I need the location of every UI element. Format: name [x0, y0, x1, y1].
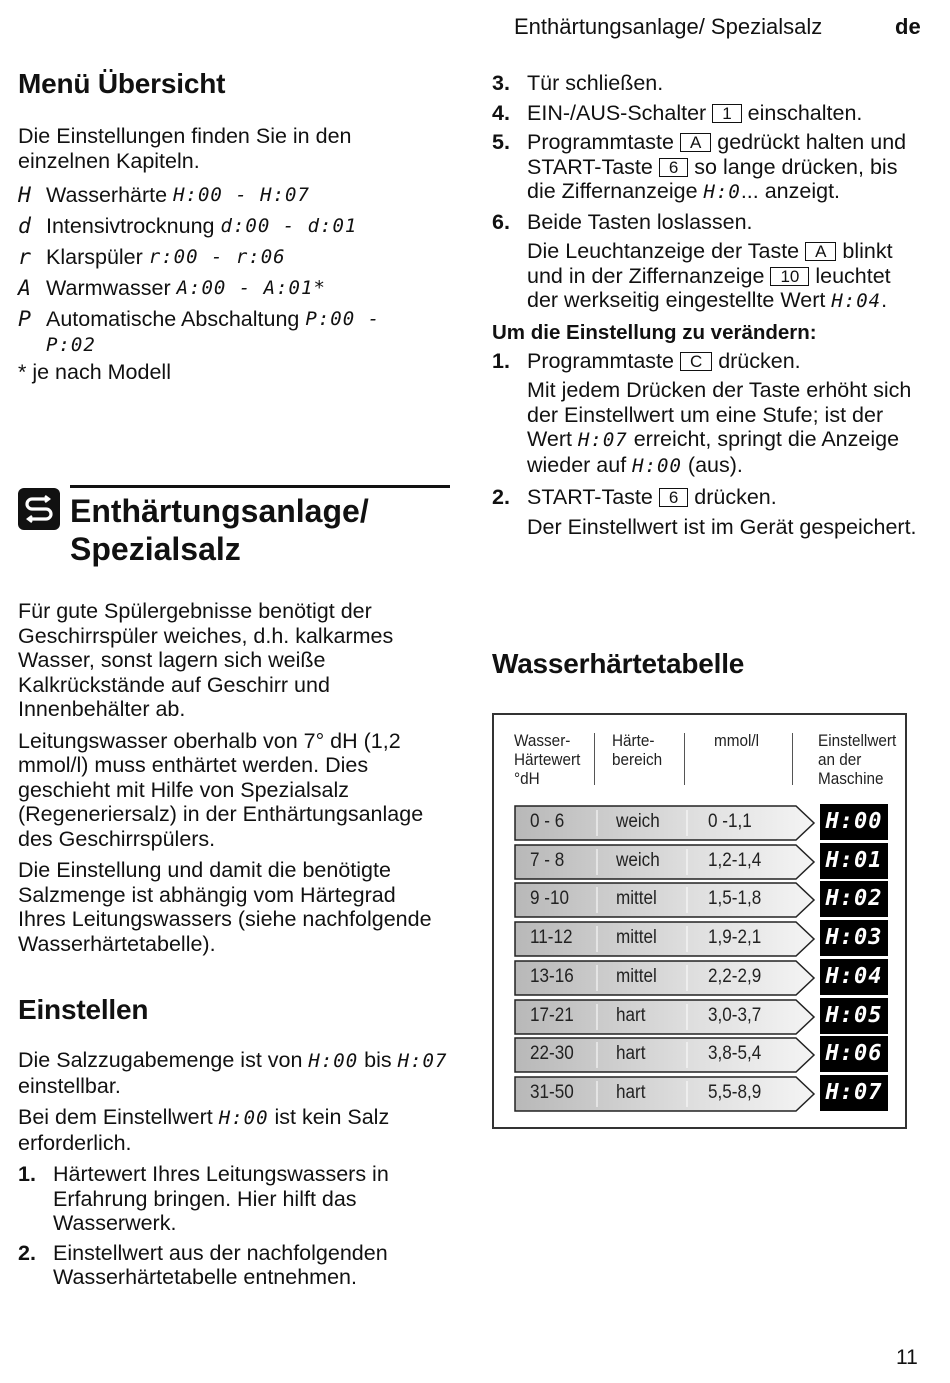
cell-mmol: 5,5-8,9 [708, 1081, 762, 1103]
key-box: 6 [659, 158, 688, 177]
cell-mmol: 3,8-5,4 [708, 1043, 762, 1065]
table-row [514, 844, 816, 878]
col-header-dh [514, 731, 580, 788]
step-text [527, 485, 777, 510]
header-line: bereich [612, 750, 663, 769]
table-row [514, 960, 816, 994]
text: einschalten. [741, 100, 863, 125]
cell-dh: 22-30 [530, 1043, 574, 1065]
menu-label: Warmwasser [46, 276, 171, 300]
menu-intro: Die Einstellungen finden Sie in den einzelnen Kapiteln. [18, 124, 352, 173]
cell-range: weich [616, 811, 660, 832]
setting-display: H:00 [820, 804, 888, 840]
cell-mmol: 1,2-1,4 [708, 849, 762, 871]
cell-mmol: 2,2-2,9 [708, 965, 762, 987]
text: Programmtaste [527, 348, 680, 373]
text: bis [358, 1048, 398, 1072]
setting-display: H:05 [820, 998, 888, 1034]
cell-range: mittel [616, 888, 657, 910]
header-line: mmol/l [714, 731, 760, 750]
hardness-table [492, 713, 907, 1129]
menu-range: A:00 - A:01* [176, 277, 326, 299]
menu-range: P:00 - [305, 308, 381, 330]
text: erreicht, springt die Anzeige wieder auf [527, 427, 900, 477]
step-text: Härtewert Ihres Leitungswassers in Erfahrung bringen. Hier hilft das Wasserwerk. [53, 1162, 389, 1235]
menu-range: H:00 - H:07 [173, 184, 310, 206]
step-number: 2. [492, 485, 510, 509]
cell-range: weich [616, 849, 660, 871]
menu-item-hardness [18, 180, 448, 211]
cell-dh: 7 - 8 [530, 849, 565, 871]
setting-display: H:07 [820, 1075, 888, 1111]
step-number: 4. [492, 100, 510, 125]
menu-overview [18, 68, 448, 385]
menu-range: P:02 [46, 334, 96, 356]
text: drücken. [688, 485, 777, 509]
key-box: 1 [712, 104, 741, 123]
text: drücken. [712, 348, 801, 373]
step [18, 1241, 448, 1290]
header-divider [792, 733, 793, 785]
text: ... anzeigt. [740, 179, 841, 203]
key-box: A [805, 242, 836, 261]
text: Mit jedem Drücken der Taste erhöht sich der Einstellwert um eine Stufe; ist der Wert [527, 378, 912, 451]
section-title-line1: Enthärtungsanlage/ [70, 493, 369, 529]
step [492, 210, 922, 235]
change-heading: Um die Einstellung zu verändern: [492, 320, 817, 344]
text: leuchtet der werkseitig eingestellte Wert [527, 263, 891, 312]
table-row [514, 805, 816, 839]
menu-item-warmwater [18, 273, 448, 304]
menu-item-drying [18, 211, 448, 242]
setting-display: H:01 [820, 843, 888, 879]
table-heading-text: Wasserhärtetabelle [492, 648, 745, 679]
menu-key: A [18, 276, 31, 301]
cell-range: hart [616, 1043, 646, 1065]
cell-range: mittel [616, 965, 657, 987]
col-header-setting [818, 731, 896, 788]
menu-key: H [18, 183, 31, 208]
table-row [514, 921, 816, 955]
text: Die Leuchtanzeige der Taste [527, 239, 806, 263]
menu-item-autooff [18, 304, 448, 335]
cell-dh: 0 - 6 [530, 811, 565, 832]
paragraph [18, 1105, 448, 1155]
setting-display: H:06 [820, 1036, 888, 1072]
header-divider [684, 733, 685, 785]
setting-display: H:02 [820, 881, 888, 917]
step-number: 5. [492, 130, 510, 154]
display-code: H:00 [308, 1050, 359, 1072]
text: START-Taste [527, 485, 659, 509]
step-number: 1. [492, 348, 510, 373]
menu-range: d:00 - d:01 [220, 215, 358, 237]
section-rule [70, 485, 450, 488]
menu-item-rinse [18, 242, 448, 273]
paragraph: Der Einstellwert ist im Gerät gespeichert. [527, 514, 917, 539]
text: blinkt und in der Ziffernanzeige [527, 239, 893, 288]
cell-range: hart [616, 1081, 646, 1103]
menu-range: r:00 - r:06 [148, 246, 286, 268]
text: gedrückt halten und START-Taste [527, 130, 907, 179]
paragraph: Für gute Spülergebnisse benötigt der Geschirrspüler weiches, d.h. kalkarmes Wasser, sonst lagern sich weiße Kalkrückstände auf Geschirr und Innenbehälter ab. [18, 599, 394, 721]
cell-mmol: 1,9-2,1 [708, 927, 762, 949]
header-line: Wasser- [514, 731, 571, 750]
text: (aus). [681, 452, 743, 477]
menu-heading: Menü Übersicht [18, 68, 226, 99]
step [492, 130, 922, 205]
key-box: C [680, 352, 712, 371]
table-heading [492, 648, 744, 680]
menu-footnote: * je nach Modell [18, 360, 171, 384]
salt-s-icon [18, 488, 60, 530]
step [492, 349, 922, 374]
header-line: Härte- [612, 731, 655, 750]
table-row [514, 882, 816, 916]
display-code: H:00 [632, 454, 682, 477]
step-text [527, 130, 922, 205]
cell-dh: 11-12 [530, 927, 573, 949]
cell-range: hart [616, 1004, 646, 1026]
step-number: 1. [18, 1162, 36, 1186]
step-number: 6. [492, 209, 510, 234]
setting-display: H:04 [820, 959, 888, 995]
section-title [70, 492, 369, 568]
cell-dh: 13-16 [530, 965, 574, 987]
step-number: 3. [492, 71, 510, 95]
header-line: an der [818, 750, 862, 769]
right-column [492, 71, 922, 546]
table-row [514, 1037, 816, 1071]
text: Programmtaste [527, 130, 680, 154]
col-header-mmol [714, 731, 759, 750]
menu-key: d [18, 214, 31, 239]
key-box: 10 [770, 267, 809, 286]
step-text [527, 349, 801, 374]
section-title-line2: Spezialsalz [70, 531, 241, 567]
menu-key: r [18, 245, 31, 270]
cell-dh: 17-21 [530, 1004, 574, 1026]
step-number: 2. [18, 1240, 36, 1265]
text: so lange drücken, bis die Ziffernanzeige [527, 154, 898, 203]
text: ist kein Salz erforderlich. [18, 1105, 390, 1155]
key-box: A [680, 133, 711, 152]
menu-label: Automatische Abschaltung [46, 307, 300, 331]
paragraph [492, 378, 922, 478]
header-line: Maschine [818, 769, 884, 788]
cell-mmol: 3,0-3,7 [708, 1004, 762, 1026]
menu-item-autooff-cont [18, 335, 448, 355]
menu-label: Klarspüler [46, 245, 143, 269]
text: Bei dem Einstellwert [18, 1105, 219, 1129]
paragraph [492, 239, 922, 314]
cell-dh: 31-50 [530, 1081, 574, 1103]
menu-key: P [18, 307, 31, 332]
header-divider [594, 733, 595, 785]
section-body [18, 599, 448, 963]
display-code: H:07 [577, 429, 628, 451]
step [492, 71, 922, 96]
table-row [514, 999, 816, 1033]
running-header: Enthärtungsanlage/ Spezialsalz [514, 14, 823, 39]
cell-mmol: 0 -1,1 [708, 811, 752, 832]
display-code: H:00 [218, 1107, 269, 1129]
col-header-range [612, 731, 662, 769]
cell-dh: 9 -10 [530, 888, 569, 910]
header-line: Härtewert [514, 750, 581, 769]
page-number: 11 [896, 1346, 918, 1369]
setting-display: H:03 [820, 920, 888, 956]
language-tag: de [895, 14, 921, 39]
menu-label: Intensivtrocknung [46, 214, 215, 238]
header-line: Einstellwert [818, 731, 897, 750]
text: . [881, 288, 888, 312]
step-text: Beide Tasten loslassen. [527, 209, 753, 234]
step-text: Tür schließen. [527, 71, 664, 95]
step-text: Einstellwert aus der nachfolgenden Wasserhärtetabelle entnehmen. [53, 1240, 388, 1289]
paragraph: Die Einstellung und damit die benötigte Salzmenge ist abhängig vom Härtegrad Ihres Leitungswassers (siehe nachfolgende Wasserhärtetabelle). [18, 858, 432, 956]
menu-list [18, 180, 448, 385]
text: einstellbar. [18, 1073, 121, 1098]
paragraph: Leitungswasser oberhalb von 7° dH (1,2 mmol/l) muss enthärtet werden. Dies geschieht mit Hilfe von Spezialsalz (Regeneriersalz) in der Enthärtungsanlage des Geschirrspülers. [18, 728, 424, 851]
display-code: H:07 [397, 1050, 448, 1072]
key-box: 6 [659, 488, 688, 507]
step [492, 485, 922, 510]
menu-label: Wasserhärte [46, 183, 168, 207]
table-row [514, 1076, 816, 1110]
text: Die Salzzugabemenge ist von [18, 1048, 309, 1072]
einstellen-heading: Einstellen [18, 994, 149, 1025]
step [492, 101, 922, 126]
paragraph [18, 1048, 448, 1098]
text: EIN-/AUS-Schalter [527, 100, 713, 125]
display-code: H:04 [831, 290, 882, 312]
cell-range: mittel [616, 927, 657, 949]
step-text [527, 101, 862, 126]
header-line: °dH [514, 769, 540, 788]
display-code: H:0 [703, 181, 741, 203]
step [18, 1162, 448, 1236]
einstellen-section [18, 994, 448, 1295]
cell-mmol: 1,5-1,8 [708, 888, 762, 910]
